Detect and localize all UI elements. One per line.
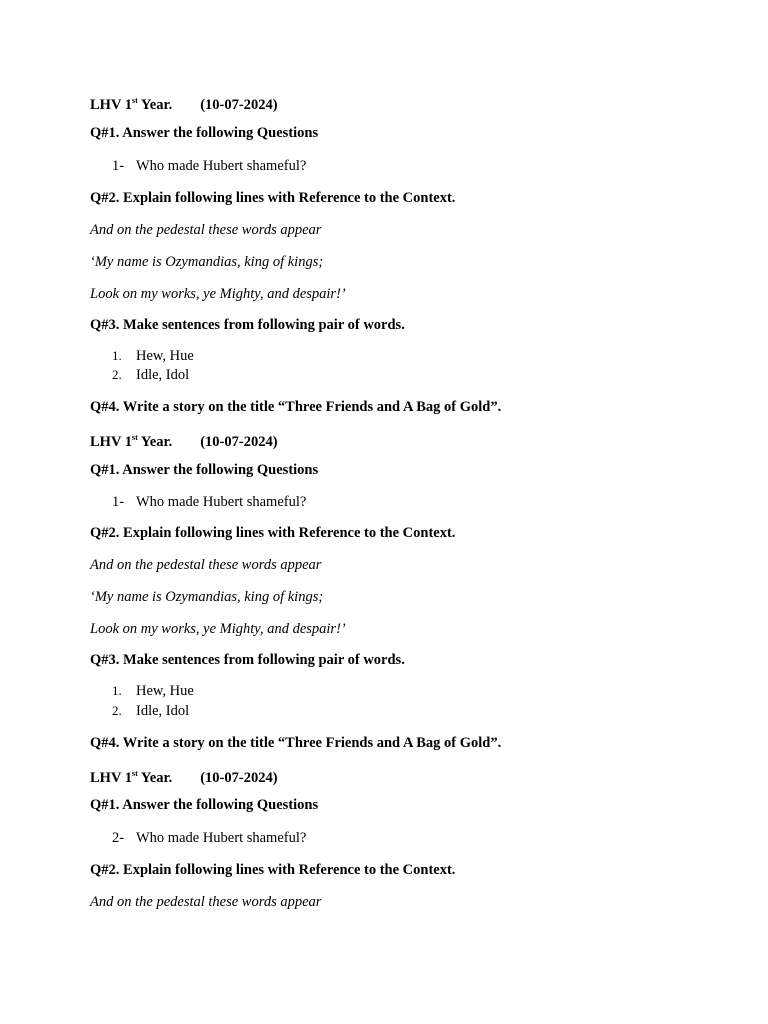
poem-line: ‘My name is Ozymandias, king of kings;: [90, 254, 324, 270]
question-1-title: Q#1. Answer the following Questions: [90, 462, 319, 478]
list-item-text: Hew, Hue: [136, 683, 194, 699]
list-marker: 1.: [112, 683, 122, 698]
question-1-item: [112, 829, 306, 847]
question-3-item: [112, 702, 189, 720]
question-2-title: Q#2. Explain following lines with Reference to the Context.: [90, 862, 456, 878]
question-3-title: Q#3. Make sentences from following pair of words.: [90, 317, 405, 333]
header-course: LHV 1: [90, 97, 133, 113]
question-3-item: [112, 366, 189, 384]
list-marker: 2-: [112, 830, 125, 846]
header-date: (10-07-2024): [200, 97, 278, 113]
poem-line: And on the pedestal these words appear: [90, 557, 322, 573]
list-marker: 1-: [112, 494, 125, 510]
list-item-text: Who made Hubert shameful?: [136, 158, 307, 174]
poem-line: ‘My name is Ozymandias, king of kings;: [90, 589, 324, 605]
list-item-text: Hew, Hue: [136, 348, 194, 364]
header-year: Year.: [137, 97, 173, 113]
poem-line: And on the pedestal these words appear: [90, 222, 322, 238]
list-marker: 1.: [112, 348, 122, 363]
poem-line: Look on my works, ye Mighty, and despair!’: [90, 286, 346, 302]
question-4-title: Q#4. Write a story on the title “Three Friends and A Bag of Gold”.: [90, 399, 502, 415]
question-2-title: Q#2. Explain following lines with Reference to the Context.: [90, 525, 456, 541]
list-item-text: Who made Hubert shameful?: [136, 494, 307, 510]
list-item-text: Idle, Idol: [136, 703, 190, 719]
header-course: LHV 1: [90, 434, 133, 450]
question-4-title: Q#4. Write a story on the title “Three Friends and A Bag of Gold”.: [90, 735, 502, 751]
poem-line: And on the pedestal these words appear: [90, 894, 322, 910]
poem-line: Look on my works, ye Mighty, and despair!’: [90, 621, 346, 637]
question-1-title: Q#1. Answer the following Questions: [90, 797, 319, 813]
list-item-text: Who made Hubert shameful?: [136, 830, 307, 846]
question-3-item: [112, 347, 194, 365]
header-ordinal: st: [132, 96, 138, 105]
question-1-item: [112, 157, 306, 175]
header-ordinal: st: [132, 433, 138, 442]
list-marker: 1-: [112, 158, 125, 174]
header-year: Year.: [137, 770, 173, 786]
list-marker: 2.: [112, 703, 122, 718]
section-header: [90, 765, 278, 787]
section-header: [90, 429, 278, 451]
header-course: LHV 1: [90, 770, 133, 786]
header-date: (10-07-2024): [200, 434, 278, 450]
question-2-title: Q#2. Explain following lines with Reference to the Context.: [90, 190, 456, 206]
question-1-item: [112, 493, 306, 511]
header-year: Year.: [137, 434, 173, 450]
question-3-title: Q#3. Make sentences from following pair of words.: [90, 652, 405, 668]
question-1-title: Q#1. Answer the following Questions: [90, 125, 319, 141]
header-ordinal: st: [132, 769, 138, 778]
list-item-text: Idle, Idol: [136, 367, 190, 383]
section-header: [90, 92, 278, 114]
question-3-item: [112, 682, 194, 700]
header-date: (10-07-2024): [200, 770, 278, 786]
list-marker: 2.: [112, 367, 122, 382]
